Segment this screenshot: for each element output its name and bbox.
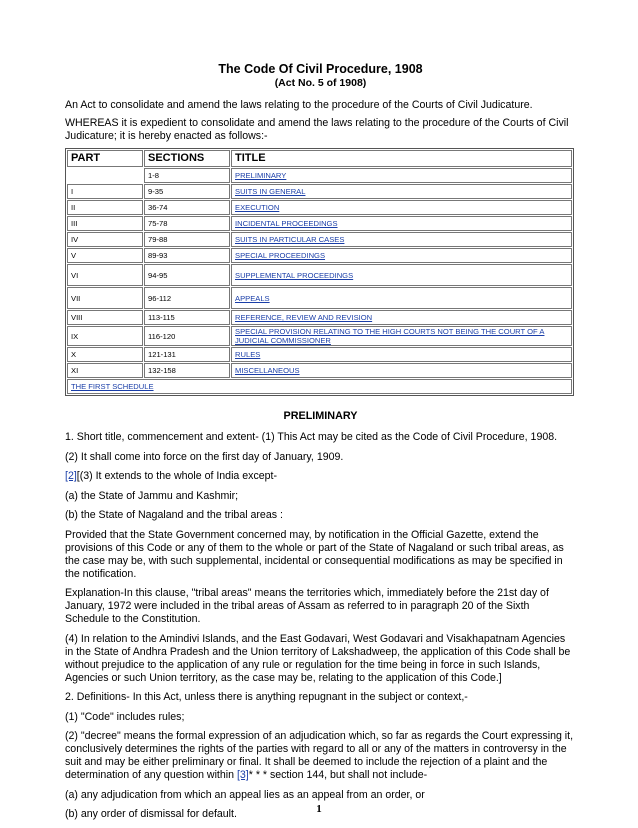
first-schedule-link[interactable]: THE FIRST SCHEDULE bbox=[71, 382, 154, 391]
toc-link[interactable]: SUITS IN PARTICULAR CASES bbox=[235, 235, 345, 244]
sections-cell: 36-74 bbox=[144, 200, 230, 215]
paragraph-nagaland: (b) the State of Nagaland and the tribal areas : bbox=[65, 509, 283, 521]
paragraph-commencement: (2) It shall come into force on the first day of January, 1909. bbox=[65, 450, 344, 463]
part-cell: VI bbox=[67, 264, 143, 286]
title-cell bbox=[231, 363, 572, 378]
sections-cell: 1-8 bbox=[144, 168, 230, 183]
contents-table bbox=[65, 148, 574, 396]
paragraph-adjudication: (a) any adjudication from which an appeal lies as an appeal from an order, or bbox=[65, 788, 425, 801]
decree-text: (2) "decree" means the formal expression of an adjudication which, so far as regards the Court expressing it, conclusively determines the rights of the parties with regard to all or any of the matters in controversy in the suit and may be either preliminary or final. It shall be deemed to include the rejection of a plaint and the determination of any question within bbox=[65, 730, 574, 781]
sections-cell: 75-78 bbox=[144, 216, 230, 231]
title-cell bbox=[231, 200, 572, 215]
table-row bbox=[67, 216, 572, 231]
title-cell bbox=[231, 326, 572, 346]
paragraph-code-definition: (1) "Code" includes rules; bbox=[65, 710, 185, 723]
sections-cell: 116-120 bbox=[144, 326, 230, 346]
title-cell bbox=[231, 310, 572, 325]
table-row bbox=[67, 232, 572, 247]
section-heading: PRELIMINARY bbox=[283, 410, 358, 422]
table-row bbox=[67, 287, 572, 309]
title-cell bbox=[231, 264, 572, 286]
document-subtitle: (Act No. 5 of 1908) bbox=[274, 77, 367, 89]
part-cell: XI bbox=[67, 363, 143, 378]
paragraph-dismissal: (b) any order of dismissal for default. bbox=[65, 808, 237, 820]
sections-cell: 96-112 bbox=[144, 287, 230, 309]
document-title: The Code Of Civil Procedure, 1908 bbox=[218, 62, 423, 76]
page-number: 1 bbox=[316, 803, 322, 815]
table-row bbox=[67, 363, 572, 378]
title-cell bbox=[231, 184, 572, 199]
toc-link[interactable]: MISCELLANEOUS bbox=[235, 366, 300, 375]
sections-cell: 113-115 bbox=[144, 310, 230, 325]
toc-link[interactable]: INCIDENTAL PROCEEDINGS bbox=[235, 219, 338, 228]
title-cell bbox=[231, 347, 572, 362]
sections-cell: 89-93 bbox=[144, 248, 230, 263]
header-sections: SECTIONS bbox=[144, 150, 230, 167]
paragraph-jammu-kashmir: (a) the State of Jammu and Kashmir; bbox=[65, 489, 239, 502]
title-cell bbox=[231, 287, 572, 309]
sections-cell: 9-35 bbox=[144, 184, 230, 199]
paragraph-short-title: 1. Short title, commencement and extent- (1) This Act may be cited as the Code of Civil Procedure, 1908. bbox=[65, 431, 558, 443]
decree-tail: * * * section 144, but shall not include- bbox=[248, 769, 428, 781]
title-cell bbox=[231, 232, 572, 247]
table-row bbox=[67, 200, 572, 215]
table-row bbox=[67, 310, 572, 325]
sections-cell: 132-158 bbox=[144, 363, 230, 378]
footnote-link[interactable]: [3] bbox=[236, 769, 249, 781]
sections-cell: 94-95 bbox=[144, 264, 230, 286]
part-cell: IX bbox=[67, 326, 143, 346]
part-cell: VII bbox=[67, 287, 143, 309]
first-schedule-cell bbox=[67, 379, 572, 394]
footnote-link[interactable]: [2] bbox=[65, 470, 77, 482]
paragraph-explanation: Explanation-In this clause, "tribal areas" means the territories which, immediately before the 21st day of January, 1972 were included in the tribal areas of Assam as referred to in paragraph 20 of the Sixth Schedule to the Constitution. bbox=[65, 587, 549, 625]
header-part: PART bbox=[67, 150, 143, 167]
part-cell: IV bbox=[67, 232, 143, 247]
table-row bbox=[67, 248, 572, 263]
table-row bbox=[67, 168, 572, 183]
part-cell: VIII bbox=[67, 310, 143, 325]
toc-link[interactable]: APPEALS bbox=[235, 293, 270, 303]
toc-link[interactable]: RULES bbox=[235, 350, 261, 359]
part-cell: I bbox=[67, 184, 143, 199]
table-row bbox=[67, 379, 572, 394]
title-cell bbox=[231, 248, 572, 263]
paragraph-proviso: Provided that the State Government concerned may, by notification in the Official Gazette, extend the provisions of this Code or any of them to the whole or part of the State of Nagaland or such tribal areas, as the case may be, with such supplemental, incidental or consequential modifications as may be specified in the notification. bbox=[65, 528, 564, 580]
toc-link[interactable]: EXECUTION bbox=[235, 203, 280, 212]
paragraph-extent bbox=[65, 470, 576, 483]
part-cell: III bbox=[67, 216, 143, 231]
sections-cell: 79-88 bbox=[144, 232, 230, 247]
table-row bbox=[67, 184, 572, 199]
toc-link[interactable]: SPECIAL PROVISION RELATING TO THE HIGH COURTS NOT BEING THE COURT OF A JUDICIAL COMMISSIONER bbox=[235, 327, 545, 345]
title-cell bbox=[231, 216, 572, 231]
toc-link[interactable]: SPECIAL PROCEEDINGS bbox=[235, 251, 326, 260]
table-row bbox=[67, 347, 572, 362]
paragraph-amindivi: (4) In relation to the Amindivi Islands, and the East Godavari, West Godavari and Visakhapatnam Agencies in the State of Andhra Pradesh and the Union territory of Lakshadweep, the application of this Code shall be without prejudice to the application of any rule or regulation for the time being in force in such Islands, Agencies or such Union territory, as the case may be, relating to the application of this Code.] bbox=[65, 632, 571, 684]
table-row bbox=[67, 326, 572, 346]
toc-link[interactable]: SUITS IN GENERAL bbox=[235, 187, 306, 196]
toc-link[interactable]: SUPPLEMENTAL PROCEEDINGS bbox=[235, 270, 354, 280]
intro-paragraph-1: An Act to consolidate and amend the laws relating to the procedure of the Courts of Civil Judicature. bbox=[65, 99, 533, 111]
paragraph-decree-definition bbox=[65, 730, 576, 782]
title-cell bbox=[231, 168, 572, 183]
paragraph-extent-text: [(3) It extends to the whole of India except- bbox=[76, 470, 277, 482]
header-title: TITLE bbox=[231, 150, 572, 167]
table-row bbox=[67, 264, 572, 286]
paragraph-definitions: 2. Definitions- In this Act, unless there is anything repugnant in the subject or context,- bbox=[65, 691, 468, 703]
toc-link[interactable]: PRELIMINARY bbox=[235, 171, 287, 180]
part-cell: V bbox=[67, 248, 143, 263]
sections-cell: 121-131 bbox=[144, 347, 230, 362]
part-cell: II bbox=[67, 200, 143, 215]
part-cell bbox=[67, 168, 143, 183]
table-header-row bbox=[67, 150, 572, 167]
toc-link[interactable]: REFERENCE, REVIEW AND REVISION bbox=[235, 313, 373, 322]
document-page bbox=[65, 62, 576, 828]
intro-paragraph-2: WHEREAS it is expedient to consolidate and amend the laws relating to the procedure of the Courts of Civil Judicature; it is hereby enacted as follows:- bbox=[65, 117, 569, 142]
part-cell: X bbox=[67, 347, 143, 362]
